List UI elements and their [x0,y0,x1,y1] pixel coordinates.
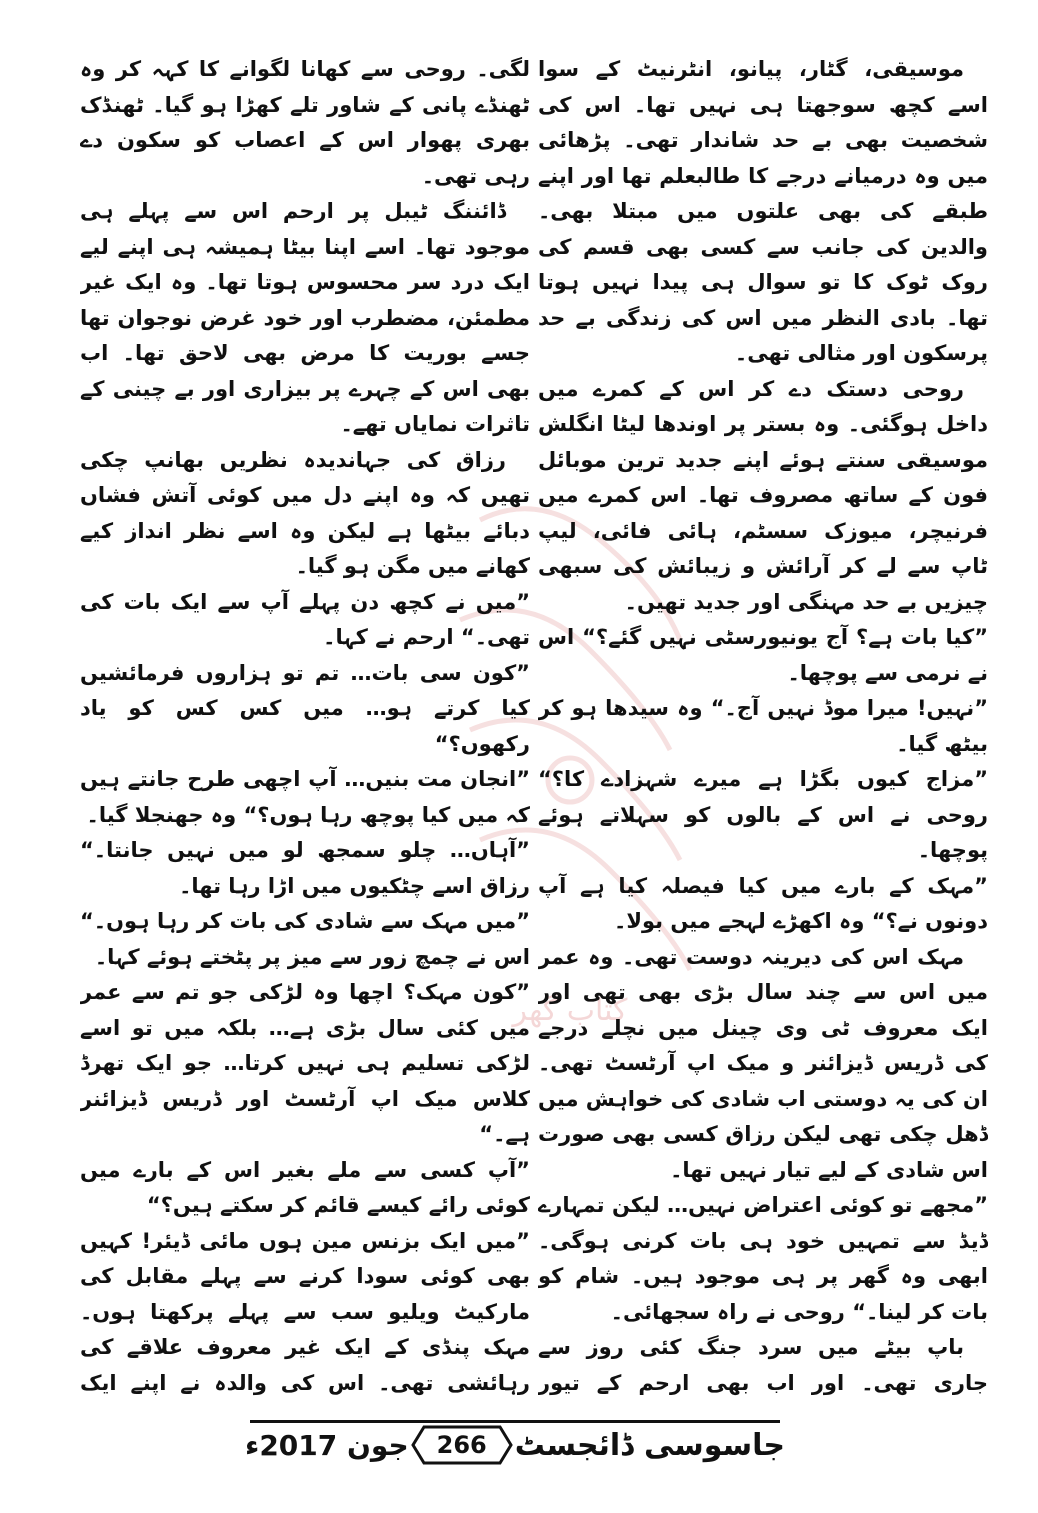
dialog-line: ”کون مہک؟ اچھا وہ لڑکی جو تم سے عمر میں کئی سال بڑی ہے… بلکہ میں تو اسے لڑکی تسلیم ہی نہیں کرتا… جو ایک تھرڈ کلاس میک اپ آرٹسٹ اور ڈریس ڈیزائنر ہے۔“ [80,980,530,1146]
dialog-line: ”میں مہک سے شادی کی بات کر رہا ہوں۔“ اس نے چمچ زور سے میز پر پٹختے ہوئے کہا۔ [80,909,530,969]
issue-date: جون 2017ء [245,1428,409,1462]
watermark-text: کتاب گھر [512,993,628,1028]
dialog-line: ”آہاں… چلو سمجھ لو میں نہیں جانتا۔“ رزاق اسے چٹکیوں میں اڑا رہا تھا۔ [80,838,530,898]
right-column [538,52,988,1397]
dialog-line: ”مہک کے بارے میں کیا فیصلہ کیا ہے آپ دونوں نے؟“ وہ اکھڑے لہجے میں بولا۔ [538,873,988,933]
paragraph: ڈائننگ ٹیبل پر ارحم اس سے پہلے ہی موجود تھا۔ اسے اپنا بیٹا ہمیشہ ہی اپنے لیے ایک درد سر محسوس ہوتا تھا۔ وہ ایک غیر مطمئن، مضطرب اور خود غرض نوجوان تھا جسے بوریت کا مرض بھی لاحق تھا۔ اب بھی اس کے چہرے پر بیزاری اور بے چینی کے تاثرات نمایاں تھے۔ [80,199,530,436]
dialog-line: ”مزاج کیوں بگڑا ہے میرے شہزادے کا؟“ روحی نے اس کے بالوں کو سہلاتے ہوئے پوچھا۔ [538,767,988,862]
dialog-line: ”کون سی بات… تم تو ہزاروں فرمائشیں کیا کرتے ہو… میں کس کس کو یاد رکھوں؟“ [80,660,530,756]
paragraph: لگی۔ روحی سے کھانا لگوانے کا کہہ کر وہ ٹھنڈے پانی کے شاور تلے کھڑا ہو گیا۔ ٹھنڈک بھری پھوار اس کے اعصاب کو سکون دے رہی تھی۔ [80,57,530,188]
dialog-line: ”میں ایک بزنس مین ہوں مائی ڈیئر! کہیں بھی کوئی سودا کرنے سے پہلے مقابل کی مارکیٹ ویلیو سب سے پہلے پرکھتا ہوں۔ مہک پنڈی کے ایک غیر معروف علاقے کی رہائشی تھی۔ اس کی والدہ نے اپنے ایک [80,1228,530,1395]
magazine-name: جاسوسی ڈائجسٹ [514,1427,785,1463]
paragraph: روحی دستک دے کر اس کے کمرے میں داخل ہوگئی۔ وہ بستر پر اوندھا لیٹا انگلش موسیقی سنتے ہوئے اپنے جدید ترین موبائل فون کے ساتھ مصروف تھا۔ اس کمرے میں فرنیچر، میوزک سسٹم، ہائی فائی، لیپ ٹاپ سے لے کر آرائش و زیبائش کی سبھی چیزیں بے حد مہنگی اور جدید تھیں۔ [538,376,988,614]
dialog-line: ”میں نے کچھ دن پہلے آپ سے ایک بات کی تھی۔“ ارحم نے کہا۔ [80,589,530,649]
page-footer [245,1420,785,1470]
paragraph: رزاق کی جہاندیدہ نظریں بھانپ چکی تھیں کہ وہ اپنے دل میں کوئی آتش فشاں دبائے بیٹھا ہے لیکن وہ اسے نظر انداز کیے کھانے میں مگن ہو گیا۔ [80,447,530,578]
dialog-line: ”کیا بات ہے؟ آج یونیورسٹی نہیں گئے؟“ اس نے نرمی سے پوچھا۔ [538,625,988,685]
dialog-line: ”نہیں! میرا موڈ نہیں آج۔“ وہ سیدھا ہو کر بیٹھ گیا۔ [538,696,988,756]
dialog-line: ”مجھے تو کوئی اعتراض نہیں… لیکن تمہارے ڈیڈ سے تمہیں خود ہی بات کرنی ہوگی۔ ابھی وہ گھر پر ہی موجود ہیں۔ شام کو بات کر لینا۔“ روحی نے راہ سجھائی۔ [538,1193,988,1324]
dialog-line: ”آپ کسی سے ملے بغیر اس کے بارے میں کوئی رائے کیسے قائم کر سکتے ہیں؟“ [80,1157,530,1217]
page-number-badge [410,1424,514,1466]
dialog-line: ”انجان مت بنیں… آپ اچھی طرح جانتے ہیں کہ میں کیا پوچھ رہا ہوں؟“ وہ جھنجلا گیا۔ [80,767,530,827]
paragraph: موسیقی، گٹار، پیانو، انٹرنیٹ کے سوا اسے کچھ سوجھتا ہی نہیں تھا۔ اس کی شخصیت بھی بے حد شاندار تھی۔ پڑھائی میں وہ درمیانے درجے کا طالبعلم تھا اور اپنے طبقے کی بھی علتوں میں مبتلا بھی۔ والدین کی جانب سے کسی بھی قسم کی روک ٹوک کا تو سوال ہی پیدا نہیں ہوتا تھا۔ بادی النظر میں اس کی زندگی بے حد پرسکون اور مثالی تھی۔ [538,57,988,365]
left-column [80,52,530,1397]
page-number: 266 [436,1431,487,1459]
paragraph: مہک اس کی دیرینہ دوست تھی۔ وہ عمر میں اس سے چند سال بڑی بھی تھی اور ایک معروف ٹی وی چینل میں نچلے درجے کی ڈریس ڈیزائنر و میک اپ آرٹسٹ تھی۔ ان کی یہ دوستی اب شادی کی خواہش میں ڈھل چکی تھی لیکن رزاق کسی بھی صورت اس شادی کے لیے تیار نہیں تھا۔ [538,944,988,1182]
paragraph: باپ بیٹے میں سرد جنگ کئی روز سے جاری تھی۔ اور اب بھی ارحم کے تیور [538,1335,988,1395]
